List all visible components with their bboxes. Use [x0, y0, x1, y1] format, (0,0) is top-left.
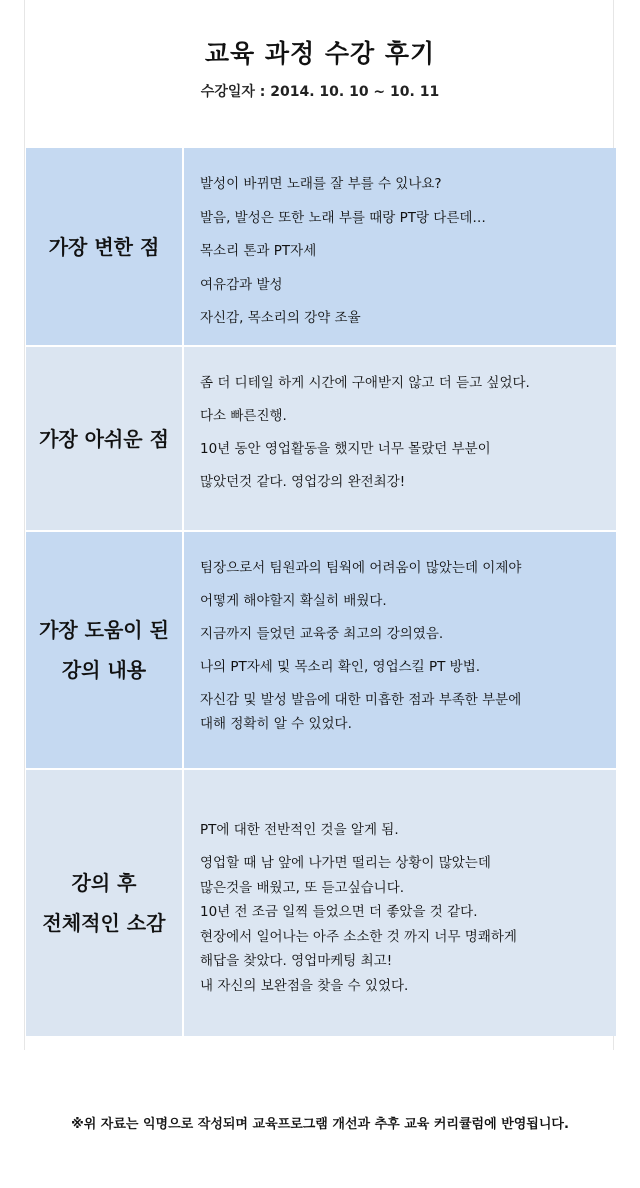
review-line: 발성이 바뀌면 노래를 잘 부를 수 있나요? [200, 176, 442, 192]
review-line: 많은것을 배웠고, 또 듣고싶습니다. [200, 879, 405, 896]
review-line: 자신감 및 발성 발음에 대한 미흡한 점과 부족한 부분에 [200, 692, 522, 708]
attendance-date: 수강일자 : 2014. 10. 10 ~ 10. 11 [200, 84, 440, 100]
review-line: 해답을 찾았다. 영업마케팅 최고! [200, 953, 393, 969]
section-label-text: 가장 도움이 된 강의 내용 [39, 618, 169, 682]
review-table [26, 148, 616, 1036]
review-line: 목소리 톤과 PT자세 [200, 243, 317, 259]
review-line: 발음, 발성은 또한 노래 부를 때랑 PT랑 다른데… [200, 209, 486, 226]
review-line: 지금까지 들었던 교육중 최고의 강의였음. [200, 626, 444, 642]
section-content [184, 347, 616, 530]
section-most-helpful [26, 530, 616, 768]
section-overall-impression [26, 768, 616, 1036]
section-content [184, 770, 616, 1036]
section-label [26, 532, 184, 768]
review-line: 좀 더 디테일 하게 시간에 구애받지 않고 더 듣고 싶었다. [200, 375, 530, 391]
section-label [26, 347, 184, 530]
section-content [184, 148, 616, 345]
review-line: 자신감, 목소리의 강약 조율 [200, 310, 361, 326]
review-line: 다소 빠른진행. [200, 408, 287, 424]
review-line: 현장에서 일어나는 아주 소소한 것 까지 너무 명쾌하게 [200, 928, 517, 945]
review-line: 여유감과 발성 [200, 276, 283, 293]
section-label-text: 강의 후 전체적인 소감 [42, 871, 166, 935]
section-label-text: 가장 아쉬운 점 [39, 426, 169, 451]
anonymity-notice: ※위 자료는 익명으로 작성되며 교육프로그램 개선과 추후 교육 커리큘럼에 반영됩니다. [71, 1117, 569, 1132]
review-line: PT에 대한 전반적인 것을 알게 됨. [200, 822, 399, 838]
review-line: 많았던것 같다. 영업강의 완전최강! [200, 474, 406, 490]
review-line: 대해 정확히 알 수 있었다. [200, 716, 352, 732]
section-label [26, 770, 184, 1036]
review-line: 팀장으로서 팀원과의 팀웍에 어려움이 많았는데 이제야 [200, 560, 522, 576]
review-line: 10년 전 조금 일찍 들었으면 더 좋았을 것 같다. [200, 904, 478, 920]
section-content [184, 532, 616, 768]
review-line: 어떻게 해야할지 확실히 배웠다. [200, 593, 387, 609]
section-most-regretted [26, 345, 616, 530]
review-line: 10년 동안 영업활동을 했지만 너무 몰랐던 부분이 [200, 441, 491, 457]
section-label-text: 가장 변한 점 [48, 234, 160, 259]
section-most-changed [26, 148, 616, 345]
page-title: 교육 과정 수강 후기 [204, 39, 436, 68]
section-label [26, 148, 184, 345]
review-line: 영업할 때 남 앞에 나가면 떨리는 상황이 많았는데 [200, 855, 491, 871]
review-line: 나의 PT자세 및 목소리 확인, 영업스킬 PT 방법. [200, 659, 481, 675]
review-line: 내 자신의 보완점을 찾을 수 있었다. [200, 977, 409, 994]
